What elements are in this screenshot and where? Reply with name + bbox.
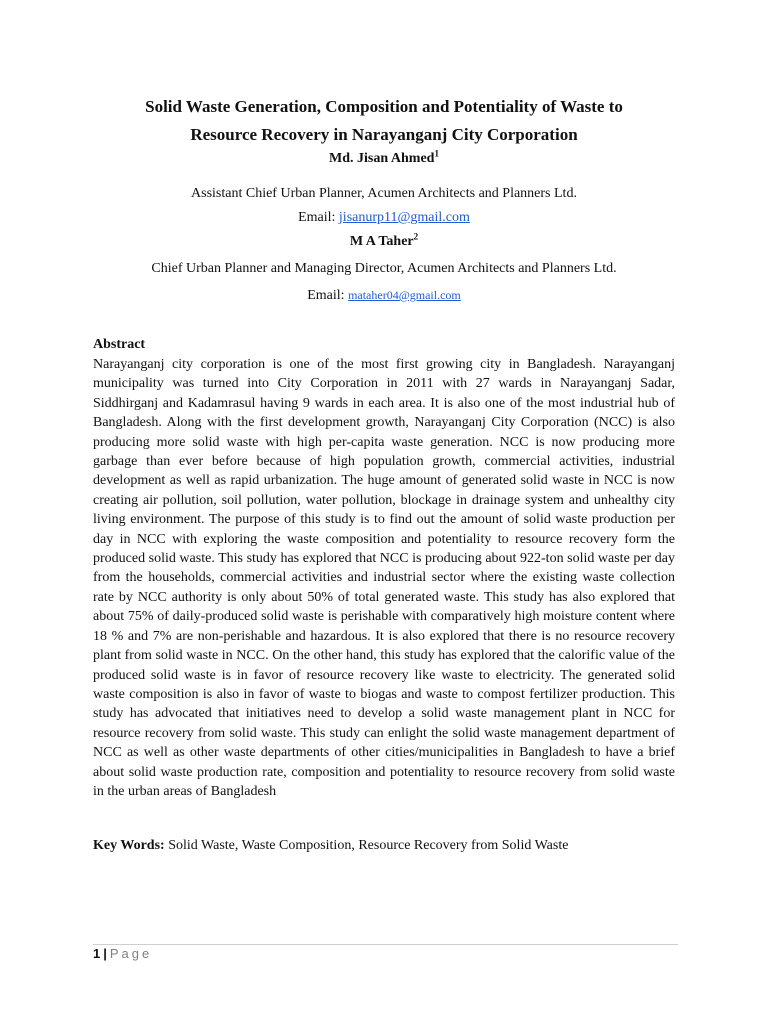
author-2-email-link[interactable]: mataher04@gmail.com (348, 288, 461, 302)
keywords-line (93, 838, 568, 854)
page-number: 1 (93, 946, 101, 961)
author-1-email-line (40, 210, 728, 226)
footer-divider (93, 944, 678, 945)
author-2-affiliation: Chief Urban Planner and Managing Director, Acumen Architects and Planners Ltd. (151, 261, 617, 276)
author-2-email-label: Email: (307, 288, 345, 303)
keywords-label: Key Words: (93, 838, 165, 853)
author-1-name (40, 148, 728, 167)
author-1-affiliation: Assistant Chief Urban Planner, Acumen Architects and Planners Ltd. (191, 186, 577, 201)
keywords-value: Solid Waste, Waste Composition, Resource Recovery from Solid Waste (168, 838, 569, 853)
author-2-name-text: M A Taher (349, 234, 414, 249)
author-1-email-link[interactable]: jisanurp11@gmail.com (338, 210, 470, 225)
page-footer (93, 946, 152, 961)
paper-title-line-2: Resource Recovery in Narayanganj City Corporation (190, 125, 578, 144)
page-label: Page (109, 946, 153, 961)
author-1-name-text: Md. Jisan Ahmed (329, 151, 435, 166)
paper-title-line-1: Solid Waste Generation, Composition and Potentiality of Waste to (145, 97, 623, 116)
author-2-email-line (40, 288, 728, 304)
author-2-superscript: 2 (413, 231, 419, 242)
abstract-text: Narayanganj city corporation is one of the most first growing city in Bangladesh. Narayanganj municipality was turned into City Corporation in 2011 with 27 wards in Narayanganj Sadar, Siddhirganj and Kadamrasul having 9 wards in each area. It is also one of the most industrial hub of Bangladesh. Along with the first development growth, Narayanganj City Corporation (NCC) is also producing more solid waste with high per-capita waste generation. NCC is now producing more garbage than ever before because of high population growth, commercial activities, industrial development as well as rapid urbanization. The huge amount of generated solid waste in NCC is now creating air pollution, soil pollution, water pollution, blockage in drainage system and unhealthy city living environment. The purpose of this study is to find out the amount of solid waste production per day in NCC with exploring the waste composition and potentiality to resource recovery form the produced solid waste. This study has explored that NCC is producing about 922-ton solid waste per day from the households, commercial activities and industrial sector where the existing waste collection rate by NCC authority is only about 50% of total generated waste. This study has also explored that about 75% of daily-produced solid waste is perishable with comparatively high moisture content where 18 % and 7% are non-perishable and hazardous. It is also explored that there is no resource recovery plant from solid waste in NCC. On the other hand, this study has explored that the calorific value of the produced solid waste is in favor of resource recovery like waste to electricity. The generated solid waste composition is also in favor of waste to biogas and waste to compost fertilizer production. This study has advocated that initiatives need to develop a solid waste management plant in NCC for resource recovery from solid waste. This study can enlight the solid waste management department of NCC as well as other waste departments of other cities/municipalities in Bangladesh to have a brief about solid waste production rate, composition and potentiality to resource recovery from solid waste in the urban areas of Bangladesh (93, 357, 675, 799)
footer-separator: | (103, 946, 107, 961)
abstract-heading: Abstract (93, 337, 146, 352)
author-1-superscript: 1 (434, 148, 439, 159)
author-1-email-label: Email: (298, 210, 336, 225)
author-2-name (40, 231, 728, 250)
